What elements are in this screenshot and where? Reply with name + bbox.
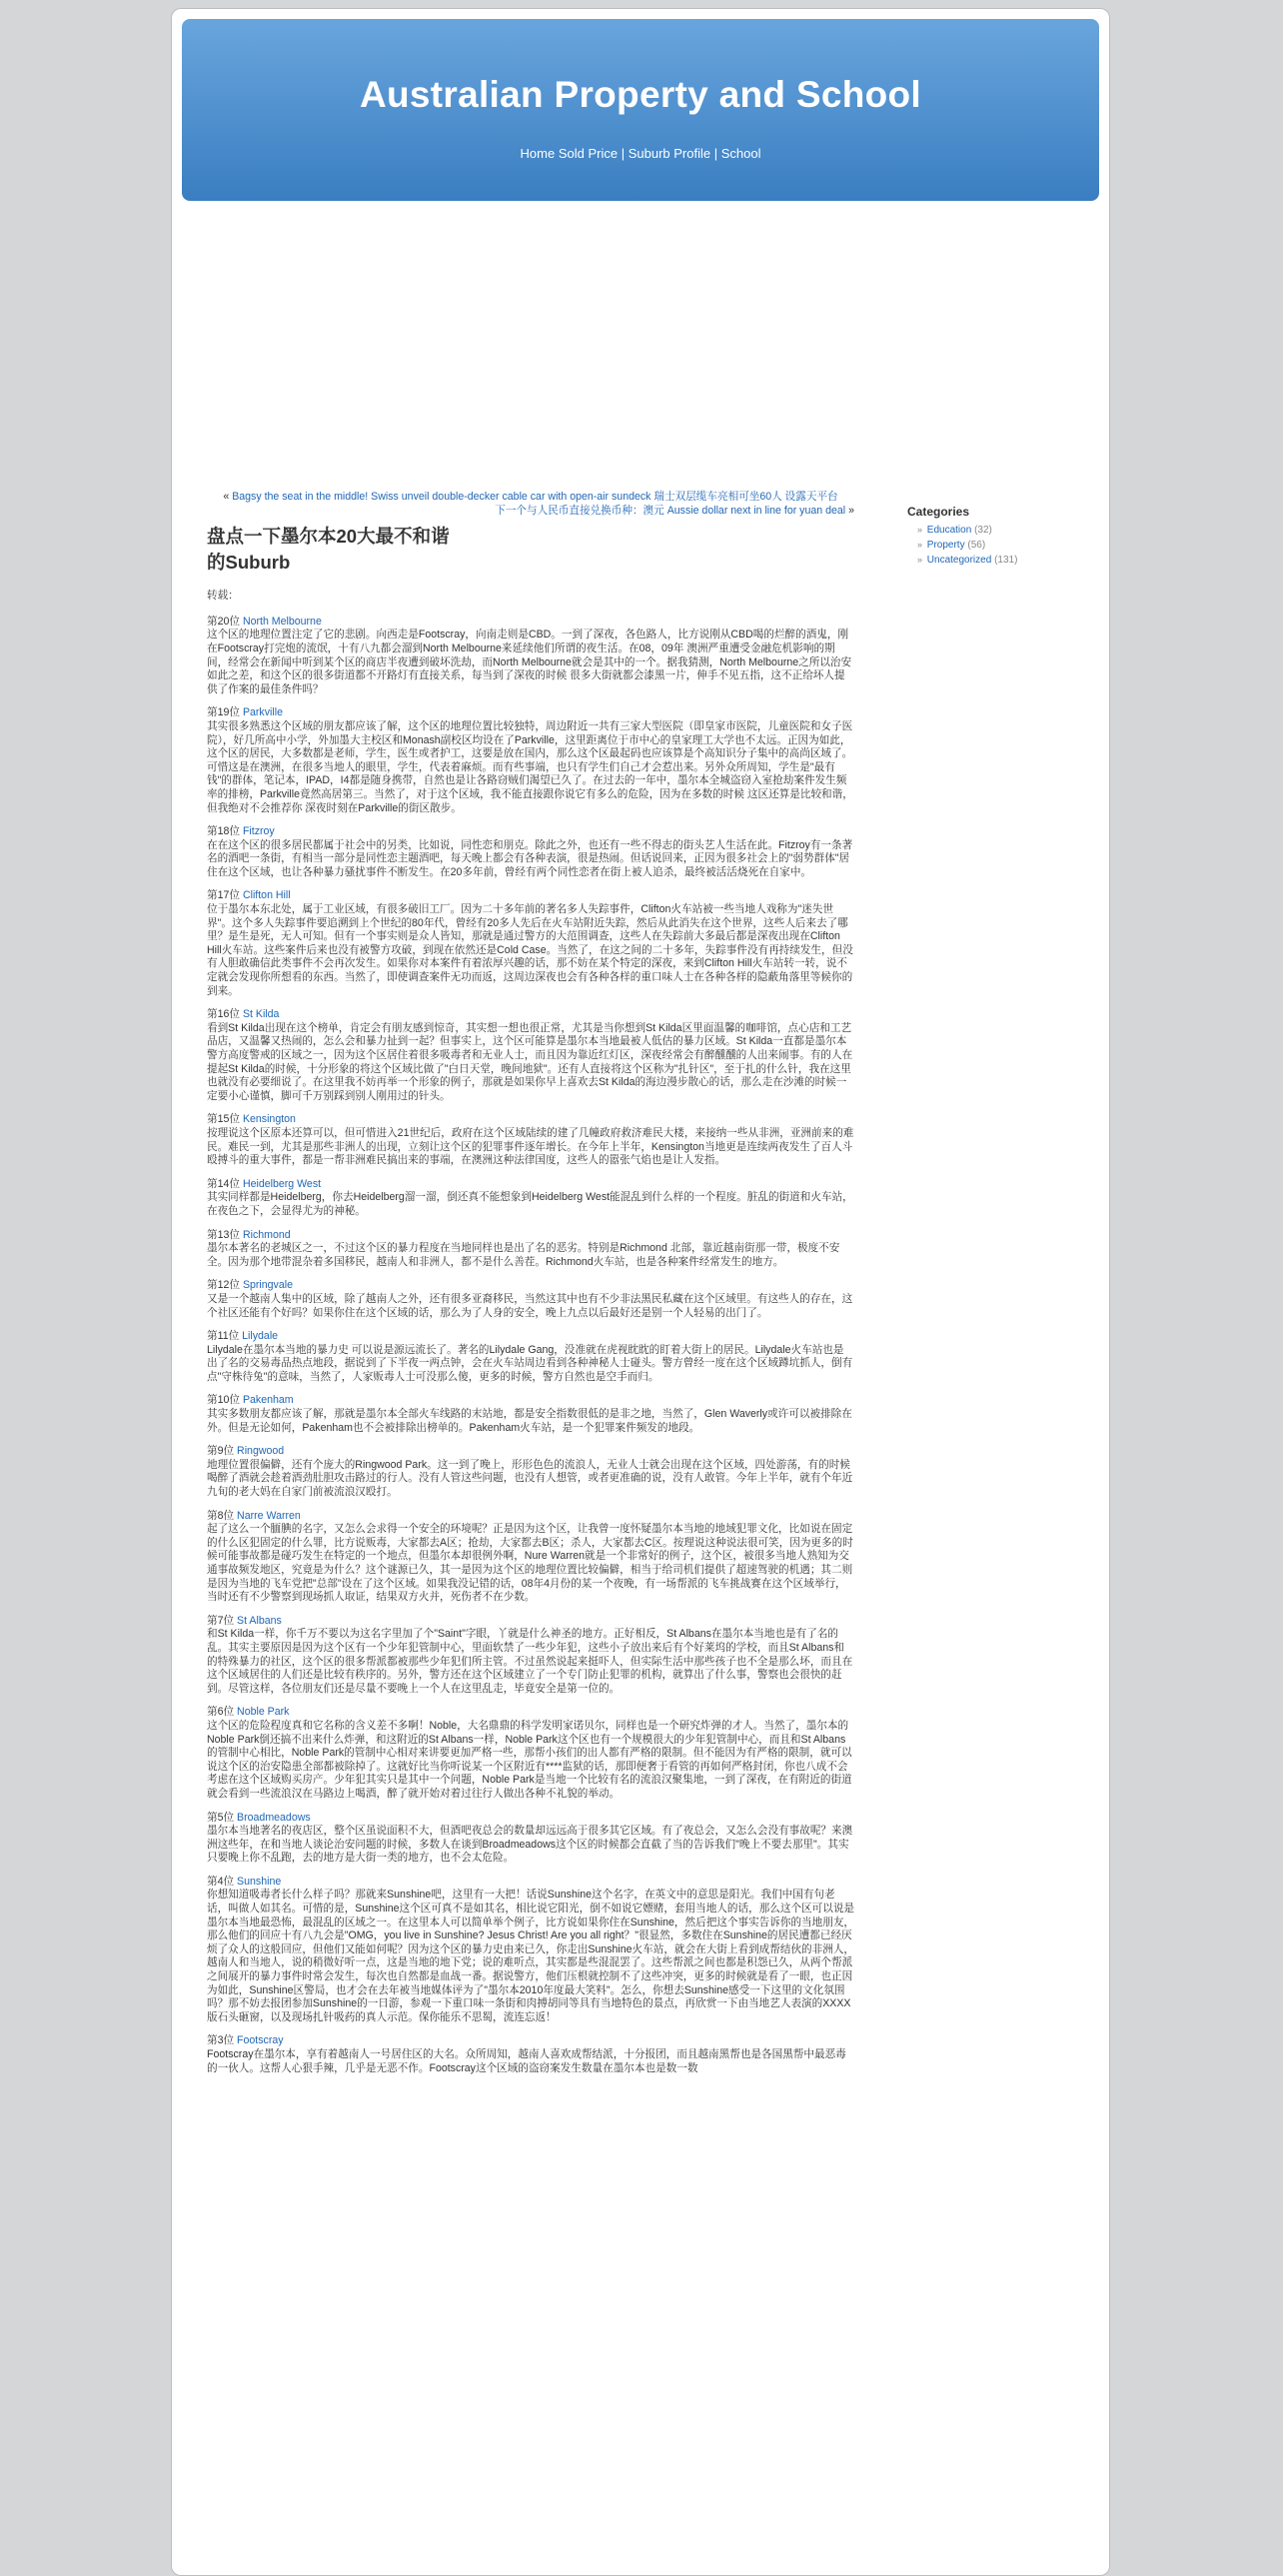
entry-rank: 第10位 — [207, 1394, 240, 1407]
suburb-link[interactable]: Footscray — [237, 2034, 284, 2047]
suburb-link[interactable]: Richmond — [242, 1228, 291, 1241]
entry-rank: 第7位 — [207, 1614, 235, 1627]
page-container — [171, 8, 1110, 2576]
entry-text: 墨尔本著名的老城区之一，不过这个区的暴力程度在当地同样也是出了名的恶劣。特别是Richmond 北部，靠近越南街那一带，极度不安全。因为那个地带混杂着多国移民，越南人和非洲人，都不是什么善茬。Richmond火车站，也是各种案件经常发生的地方。 — [207, 1242, 840, 1268]
previous-post-nav — [207, 491, 854, 505]
entry-text: Lilydale在墨尔本当地的暴力史 可以说是源远流长了。著名的Lilydale Gang，没准就在虎视眈眈的盯着大街上的居民。Lilydale火车站也是出了名的交易毒品热点地段，据说到了下半夜一两点钟，会在火车站周边看到各种神秘人士碰头。警方曾经一度在这个区域蹲坑抓人，倒有点"守株待兔"的意味，当然了，人家贩毒人士可没那么傻，更多的时候，警方自然也是空手而归。 — [207, 1343, 853, 1383]
school-link[interactable]: School — [720, 146, 761, 161]
entry-heading — [207, 706, 854, 720]
entry-text: 地理位置很偏僻，还有个庞大的Ringwood Park。这一到了晚上，形形色色的流浪人，无业人士就会出现在这个区域，四处游荡，有的时候喝醉了酒就会趁着酒劲肚胆攻击路过的行人。没有人管这些问题，也没有人想管，或者更准确的说，没有人敢管。今年上半年，就有个年近九旬的老大妈在自家门前被流浪汉殴打。 — [207, 1458, 853, 1499]
header-separator: | — [618, 146, 629, 161]
site-header — [182, 19, 1099, 201]
ranking-entry — [207, 616, 854, 697]
ranking-entry — [207, 1330, 854, 1384]
suburb-link[interactable]: Parkville — [242, 706, 283, 719]
suburb-link[interactable]: Kensington — [242, 1113, 296, 1126]
ranking-entry — [207, 1876, 854, 2025]
next-post-link[interactable]: 下一个与人民币直接兑换币种：澳元 Aussie dollar next in line for yuan deal — [495, 504, 846, 517]
ranking-entry — [207, 1510, 854, 1605]
ranking-entry — [207, 1279, 854, 1320]
category-item-uncategorized — [917, 553, 1077, 568]
entry-rank: 第8位 — [207, 1509, 235, 1522]
next-post-nav — [207, 505, 854, 519]
sidebar — [907, 505, 1077, 568]
bullet-icon: » — [917, 555, 923, 565]
suburb-link[interactable]: Clifton Hill — [242, 889, 291, 902]
entry-text: 其实多数朋友都应该了解，那就是墨尔本全部火车线路的末站地，都是安全指数很低的是非之地，当然了，Glen Waverly或许可以被排除在外。但是无论如何，Pakenham也不会被排除出榜单的。Pakenham火车站，是一个犯罪案件频发的地段。 — [207, 1408, 852, 1434]
category-count: (131) — [994, 555, 1018, 566]
ranking-list — [207, 616, 854, 2075]
suburb-link[interactable]: North Melbourne — [242, 615, 322, 628]
entry-text: Footscray在墨尔本，享有着越南人一号居住区的大名。众所周知，越南人喜欢成帮结派，十分报团，而且越南黑帮也是各国黑帮中最恶毒的一伙人。这帮人心狠手辣，几乎是无恶不作。Footscray这个区域的盗窃案发生数量在墨尔本也是数一数 — [207, 2048, 846, 2074]
entry-text: 位于墨尔本东北处，属于工业区域，有很多破旧工厂。因为二十多年前的著名多人失踪事件，Clifton火车站被一些当地人戏称为"迷失世界"。这个多人失踪事件要追溯到上个世纪的80年代，曾经有20多人先后在火车站附近失踪，然后从此消失在这个世界，这些人后来去了哪里？是生是死，无人可知。但有一个事实则是众人皆知，那就是通过警方的大范围调查，这些人在失踪前大多最后都是深夜出现在Clifton Hill火车站。这些案件后来也没有被警方攻破，到现在依然还是Cold Case。当然了，在这之间的二十多年，失踪事件没有再持续发生，但没有人胆敢确信此类事件不会再次发生。如果你对本案件有着浓厚兴趣的话，那不妨在某个特定的深夜，来到Clifton Hill火车站转一转，说不定就会发现你所想看的东西。当然了，即使调查案件无功而返，这周边深夜也会有各种各样的重口味人士在各种各样的隐蔽角落里等候你的到来。 — [207, 903, 853, 997]
ranking-entry — [207, 1394, 854, 1435]
entry-text: 其实同样都是Heidelberg，你去Heidelberg溜一溜，倒还真不能想象到Heidelberg West能混乱到什么样的一个程度。脏乱的街道和火车站，在夜色之下，会显得尤为的神秘。 — [207, 1191, 853, 1217]
category-count: (56) — [967, 540, 986, 551]
entry-heading — [207, 1615, 854, 1629]
entry-heading — [207, 1510, 854, 1524]
ranking-entry — [207, 1008, 854, 1103]
entry-rank: 第6位 — [207, 1706, 235, 1719]
entry-text: 你想知道吸毒者长什么样子吗？那就来Sunshine吧，这里有一大把！话说Sunshine这个名字，在英文中的意思是阳光。我们中国有句老话，叫做人如其名。可惜的是，Sunshine这个区可真不是如其名，相比说它阳光，倒不如说它嫖赌，套用当地人的话，那么这个区可以说是墨尔本当地最恐怖，最混乱的区域之一。在这里本人可以简单举个例子，比方说如果你住在Sunshine，然后把这个事实告诉你的当地朋友，那么他们的回应十有八九会是"OMG，you live in Sunshine? Jesus Christ! Are you all right？"很显然，多数住在Sunshine的居民遭都已经厌烦了众人的这般回应，但他们又能如何呢？因为这个区的暴力史由来已久，你走出Sunshine火车站，就会在大街上看到成帮结伙的非洲人，越南人和当地人，说的稍微好听一点，这是当地的地下党；说的难听点，其实都是些混混罢了。这些帮派之间也都是积怨已久，从两个帮派之间展开的暴力事件时常会发生，每次也自然都是血战一番。据说警方，他们压根就控制不了这些冲突，更多的时候就是看了一眼，也正因为如此，Sunshine区警局，也才会在去年被当地媒体评为了"墨尔本2010年度最大笑料"。怎么，你想去Sunshine感受一下这里的文化氛围吗？那不妨去报团参加Sunshine的一日游，参观一下重口味一条街和肉搏胡同等具有当地特色的景点，再欣赏一下由当地艺人表演的XXXX版石头砸窗，以及现场扎针吸药的真人示范。保你能乐不思蜀，流连忘返！ — [207, 1889, 855, 2023]
ranking-entry — [207, 1445, 854, 1499]
entry-text: 和St Kilda一样，你千万不要以为这名字里加了个"Saint"字眼，丫就是什么神圣的地方。正好相反，St Albans在墨尔本当地也是有了名的乱。其实主要原因是因为这个区有一个少年犯管制中心，里面软禁了一些少年犯，这些小子放出来后有个好莱坞的学校，而且St Albans和的特殊暴力的社区，这个区的很多帮派都被那些少年犯们所主管。不过虽然说起来挺吓人，但实际生活中那些孩子也不全是那么坏，而且在这个区域居住的人们还是比较有秩序的。另外，警方还在这个区域建立了一个专门防止犯罪的机构，就算出了什么事，警察也会很快的赶到。尽管这样，各位朋友们还是尽量不要晚上一个人在这里乱走，毕竟安全是第一位的。 — [207, 1628, 853, 1695]
category-link-uncategorized[interactable]: Uncategorized — [926, 555, 992, 566]
entry-heading — [207, 889, 854, 903]
ranking-entry — [207, 2034, 854, 2075]
ranking-entry — [207, 1812, 854, 1866]
entry-rank: 第17位 — [207, 889, 240, 902]
entry-rank: 第9位 — [207, 1445, 235, 1458]
entry-heading — [207, 1445, 854, 1459]
entry-heading — [207, 1008, 854, 1022]
entry-text: 其实很多熟悉这个区域的朋友都应该了解，这个区的地理位置比较独特，周边附近一共有三家大型医院（即皇家市医院，儿童医院和女子医院），好几所高中小学，外加墨大主校区和Monash副校区均设在了Parkville，这里距离位于市中心的皇家理工大学也不太远。正因为如此，这个区的居民，大多数都是老师，学生，医生或者护工，这要是放在国内，那么这个区最起码也应该算是个高知识分子集中的高尚区域了。可惜这是在澳洲，在很多当地人的眼里，学生，代表着麻烦。而有些事端，也只有学生们自己才会惹出来。另外众所周知，学生是"最有钱"的群体，笔记本，IPAD，I4都是随身携带，自然也是让各路窃贼们渴望已久了。在过去的一年中，墨尔本全城盗窃入室抢劫案件发生频率的排榜，Parkville竟然高居第三。当然了，对于这个区域，我不能直接跟你说它有多么的危险，因为在多数的时候 这区还算是比较和谐，但我绝对不会推荐你 深夜时刻在Parkville的街区散步。 — [207, 719, 853, 814]
post-title: 盘点一下墨尔本20大最不和谐的Suburb — [207, 526, 450, 574]
entry-text: 看到St Kilda出现在这个榜单，肯定会有朋友感到惊奇，其实想一想也很正常，尤其是当你想到St Kilda区里面温馨的咖啡馆，点心店和工艺品店，又温馨又热闹的，怎么会和暴力扯到一起？但事实上，这个区可能算是墨尔本当地最被人低估的暴力区域。St Kilda一直都是墨尔本警方高度警戒的区域之一，因为这个区居住着很多吸毒者和无业人士，而且因为靠近红灯区，深夜经常会有醉醺醺的人出来闹事。有的人在提起St Kilda的时候，十分形象的将这个区域比做了"白日天堂，晚间地狱"。还有人直接将这个区称为"扎针区"，至于扎的什么针，我在这里也就没有必要细说了。在这里我不妨再举一个形象的例子，那就是如果你早上喜欢去St Kilda的海边漫步散心的话，那么走在沙滩的时候一定要小心谨慎，脚可千万别踩到别人刚用过的针头。 — [207, 1021, 853, 1102]
entry-rank: 第19位 — [207, 706, 240, 719]
entry-heading — [207, 1330, 854, 1344]
previous-post-link[interactable]: Bagsy the seat in the middle! Swiss unveil double-decker cable car with open-air sundeck 瑞士双层缆车亮相可坐60人 设露天平台 — [232, 491, 838, 503]
entry-rank: 第15位 — [207, 1113, 240, 1126]
entry-rank: 第11位 — [207, 1330, 240, 1343]
repost-label: 转载： — [207, 590, 239, 603]
ranking-entry — [207, 889, 854, 998]
header-separator: | — [710, 146, 721, 161]
entry-rank: 第18位 — [207, 825, 240, 838]
entry-text: 又是一个越南人集中的区域，除了越南人之外，还有很多亚裔移民，当然这其中也有不少非法黑民私藏在这个区域里。有这些人的存在，这个社区还能有个好吗？如果你住在这个区域的话，那么为了人身的安全，晚上九点以后最好还是别一个人轻易的出门了。 — [207, 1292, 853, 1319]
entry-text: 墨尔本当地著名的夜店区，整个区虽说面积不大，但酒吧夜总会的数量却远远高于很多其它区域。有了夜总会，又怎么会没有事故呢？来澳洲这些年，在和当地人谈论治安问题的时候，多数人在谈到Broadmeadows这个区的时候都会直截了当的告诉我们"晚上不要去那里"。其实只要晚上你不乱跑，去的地方是大街一类的地方，也不会太危险。 — [207, 1825, 853, 1865]
entry-text: 起了这么一个腼腆的名字，又怎么会求得一个安全的环境呢？正是因为这个区，让我曾一度怀疑墨尔本当地的地域犯罪文化，比如说在固定的什么区犯固定的什么罪，比方说贩毒，大家都去A区；抢劫，大家都去B区；杀人，大家都去C区。按理说这种说法很可笑，因为更多的时候可能事故都是碰巧发生在特定的一个地点，但墨尔本却很例外啊，Nure Warren就是一个非常好的例子，这个区，被很多当地人熟知为交通事故频发地区，究竟是为什么？这个谜源已久，其一是因为这个区的地理位置比较偏僻，相当于给司机们提供了超速驾驶的机遇；其二则是因为当地的飞车党把"总部"设在了这个区域。如果我没记错的话，08年4月份的某一个夜晚，有一场帮派的飞车挑战赛在这个区域举行，当时还有不少警察到现场抓人取证，结果双方火并，死伤者不在少数。 — [207, 1523, 853, 1604]
ranking-entry — [207, 1615, 854, 1697]
entry-rank: 第13位 — [207, 1228, 240, 1241]
advertisement-area — [192, 214, 1071, 484]
bullet-icon: » — [917, 540, 923, 550]
next-arrow: » — [848, 504, 854, 517]
entry-heading — [207, 2034, 854, 2048]
suburb-link[interactable]: Narre Warren — [237, 1509, 301, 1522]
entry-heading — [207, 1876, 854, 1890]
entry-text: 在在这个区的很多居民都属于社会中的另类，比如说，同性恋和朋克。除此之外，也还有一些不得志的街头艺人生活在此。Fitzroy有一条著名的酒吧一条街，有相当一部分是同性恋主题酒吧，每天晚上都会有各种表演，很是热闹。但话说回来，正因为很多社会上的"弱势群体"居住在这个区域，也让各种暴力骚扰事件不断发生。在20多年前，曾经有两个同性恋者在街上被人追杀，最终被活活烧死在自家中。 — [207, 838, 853, 878]
entry-heading — [207, 1279, 854, 1293]
entry-rank: 第5位 — [207, 1811, 235, 1824]
ranking-entry — [207, 1229, 854, 1270]
suburb-link[interactable]: St Albans — [237, 1614, 282, 1627]
suburb-link[interactable]: Ringwood — [237, 1445, 285, 1458]
entry-heading — [207, 1812, 854, 1826]
category-item-property — [917, 538, 1077, 553]
ranking-entry — [207, 825, 854, 879]
main-content — [207, 491, 854, 2085]
suburb-link[interactable]: Heidelberg West — [242, 1177, 322, 1190]
entry-rank: 第12位 — [207, 1279, 240, 1292]
entry-rank: 第20位 — [207, 615, 240, 628]
entry-text: 这个区的地理位置注定了它的悲剧。向西走是Footscray，向南走则是CBD。一到了深夜，各色路人，比方说刚从CBD喝的烂醉的酒鬼，刚在Footscray打完炮的流氓，十有八九都会溜到North Melbourne来延续他们所谓的夜生活。在08，09年 澳洲严重遭受金融危机影响的期间，经常会在新闻中听到某个区的商店半夜遭到破坏洗劫，而North Melbourne就会是其中的一个。据我猜测，North Melbourne之所以治安如此之差，和这个区的很多街道都不开路灯有直接关系，每当到了深夜的时候 很多大街就都会漆黑一片，伸手不见五指，这不正给坏人提供了作案的最佳条件吗？ — [207, 629, 852, 695]
entry-heading — [207, 1113, 854, 1127]
entry-heading — [207, 1178, 854, 1192]
suburb-link[interactable]: Springvale — [242, 1279, 293, 1292]
entry-text: 按理说这个区原本还算可以，但可惜进入21世纪后，政府在这个区域陆续的建了几幢政府救济难民大楼，来接纳一些从非洲，亚洲前来的难民。难民一到，尤其是那些非洲人的出现，立刻让这个区的犯罪事件逐年增长。在今年上半年，Kensington当地更是连续两夜发生了百人斗殴搏斗的重大事件，都是一帮非洲难民搞出来的事端，在澳洲这种法律国度，这些人的嚣张气焰也是让人发指。 — [207, 1126, 854, 1167]
entry-rank: 第14位 — [207, 1177, 240, 1190]
suburb-link[interactable]: Broadmeadows — [237, 1811, 311, 1824]
categories-heading: Categories — [907, 505, 970, 519]
category-link-property[interactable]: Property — [926, 540, 965, 551]
home-sold-price-link[interactable]: Home Sold Price — [520, 146, 619, 161]
entry-rank: 第16位 — [207, 1008, 240, 1021]
prev-arrow: « — [223, 491, 230, 503]
suburb-link[interactable]: Fitzroy — [242, 825, 275, 838]
site-title[interactable]: Australian Property and School — [359, 74, 922, 115]
entry-text: 这个区的危险程度真和它名称的含义差不多啊！Noble，大名鼎鼎的科学发明家诺贝尔，同样也是一个研究炸弹的才人。当然了，墨尔本的Noble Park倒还搞不出来什么炸弹，和这附近的St Albans一样，Noble Park这个区也有一个规模很大的少年犯管制中心，而且和St Albans的管制中心相比，Noble Park的管制中心相对来讲要更加严格一些，那帮小孩们的出人都有严格的限制。但不能因为有严格的限制，就可以说这个区的治安隐患全部都被除掉了。这就好比当你听说某一个区附近有****监狱的话，那即便奢于看管的再如何严格封闭，你也八成不会考虑在这个区域购买房产。少年犯其实只是其中一个问题，Noble Park是当地一个比较有名的流浪汉聚集地，一到了深夜，在有附近的街道就会看到一些流浪汉在马路边上喝酒，醉了就开始对着过往行人做出各种不礼貌的举动。 — [207, 1719, 852, 1800]
header-links — [182, 146, 1099, 161]
ranking-entry — [207, 706, 854, 815]
category-count: (32) — [974, 525, 992, 536]
suburb-link[interactable]: Noble Park — [237, 1706, 290, 1719]
entry-heading — [207, 616, 854, 630]
suburb-profile-link[interactable]: Suburb Profile — [628, 146, 711, 161]
suburb-link[interactable]: Lilydale — [242, 1330, 279, 1343]
ranking-entry — [207, 1706, 854, 1801]
category-link-education[interactable]: Education — [926, 525, 972, 536]
entry-rank: 第4位 — [207, 1875, 235, 1888]
entry-heading — [207, 1229, 854, 1243]
suburb-link[interactable]: Sunshine — [237, 1875, 282, 1888]
ranking-entry — [207, 1113, 854, 1167]
suburb-link[interactable]: St Kilda — [242, 1008, 280, 1021]
entry-rank: 第3位 — [207, 2034, 235, 2047]
suburb-link[interactable]: Pakenham — [242, 1394, 294, 1407]
entry-heading — [207, 1706, 854, 1720]
categories-list — [907, 523, 1077, 568]
entry-heading — [207, 1394, 854, 1408]
bullet-icon: » — [917, 525, 923, 535]
entry-heading — [207, 825, 854, 839]
ranking-entry — [207, 1178, 854, 1219]
category-item-education — [917, 523, 1077, 538]
